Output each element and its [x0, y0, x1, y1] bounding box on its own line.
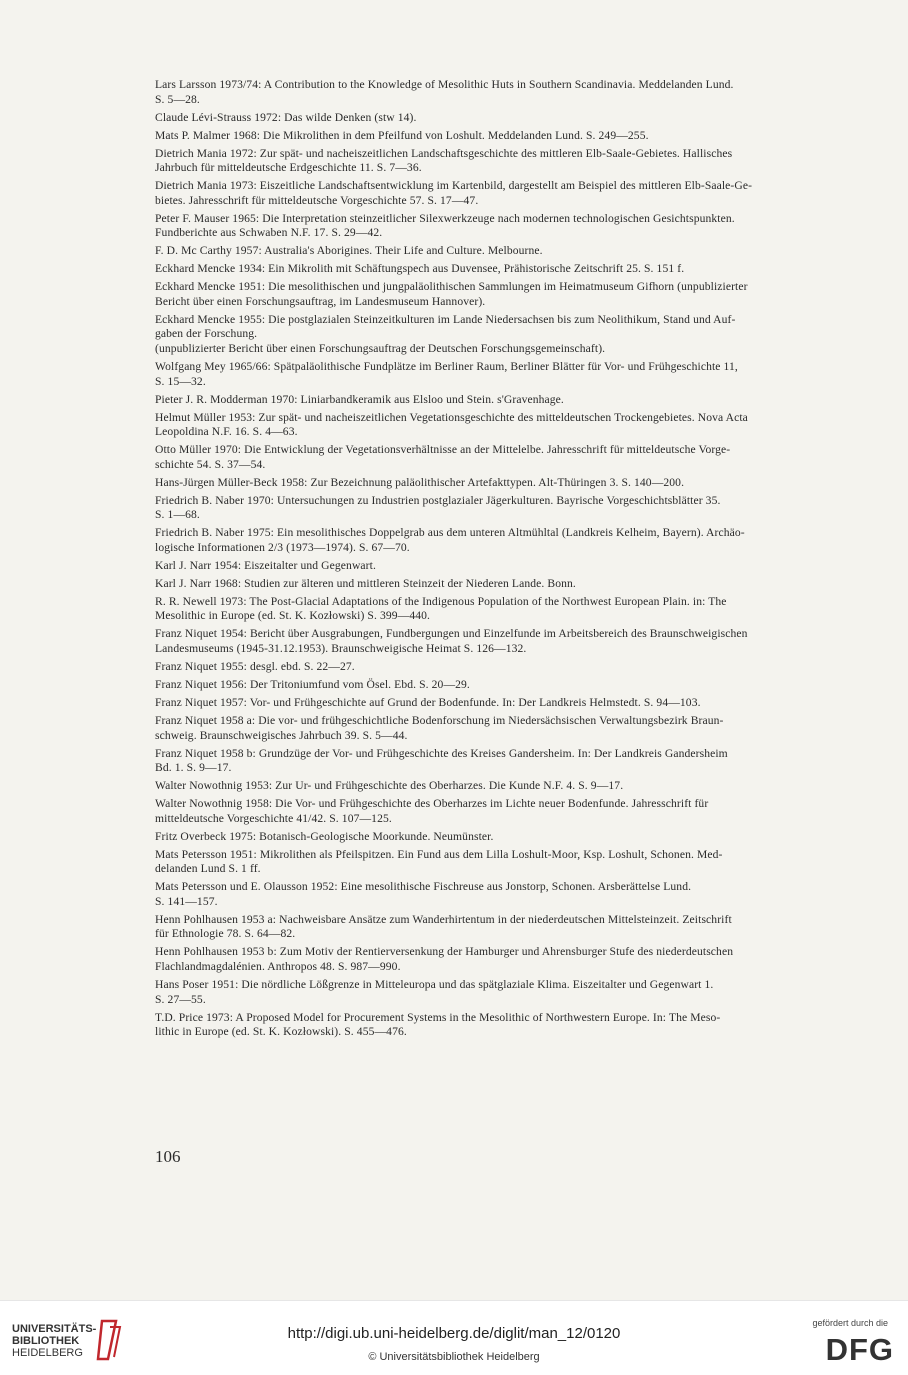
reference-line: Friedrich B. Naber 1975: Ein mesolithisches Doppelgrab aus dem unteren Altmühltal (Landkreis Kelheim, Bayern). Archäo-: [155, 526, 745, 540]
reference-entry: [155, 880, 865, 909]
logo-line-3: HEIDELBERG: [12, 1347, 83, 1359]
reference-line: Helmut Müller 1953: Zur spät- und nacheiszeitlichen Vegetationsgeschichte des mitteldeutschen Trockengebietes. Nova Acta: [155, 410, 748, 424]
reference-line: Henn Pohlhausen 1953 b: Zum Motiv der Rentierversenkung der Hamburger und Ahrensburger Stufe des niederdeutschen: [155, 945, 734, 959]
reference-line: Peter F. Mauser 1965: Die Interpretation steinzeitlicher Silexwerkzeuge nach modernen technologischen Gesichtspunkten.: [155, 211, 735, 225]
reference-entry: [155, 797, 865, 826]
reference-entry: [155, 913, 865, 942]
reference-line: S. 15—32.: [155, 374, 206, 388]
reference-line: Franz Niquet 1956: Der Tritoniumfund vom Ösel. Ebd. S. 20—29.: [155, 677, 470, 691]
reference-line: für Ethnologie 78. S. 64—82.: [155, 927, 296, 941]
reference-line: Hans-Jürgen Müller-Beck 1958: Zur Bezeichnung paläolithischer Artefakttypen. Alt-Thüringen 3. S. 140—200.: [155, 475, 685, 489]
reference-line: S. 141—157.: [155, 894, 218, 908]
reference-list: [155, 78, 865, 1043]
reference-entry: [155, 313, 865, 357]
reference-line: lithic in Europe (ed. St. K. Kozłowski). S. 455—476.: [155, 1025, 407, 1039]
logo-line-1: UNIVERSITÄTS-: [12, 1323, 97, 1335]
reference-entry: [155, 393, 865, 408]
reference-entry: [155, 696, 865, 711]
reference-entry: [155, 280, 865, 309]
reference-entry: [155, 577, 865, 592]
reference-line: T.D. Price 1973: A Proposed Model for Procurement Systems in the Mesolithic of Northwestern Europe. In: The Meso-: [155, 1010, 721, 1024]
reference-line: (unpublizierter Bericht über einen Forschungsauftrag der Deutschen Forschungsgemeinschaft).: [155, 342, 606, 356]
reference-entry: [155, 78, 865, 107]
reference-entry: [155, 129, 865, 144]
reference-entry: [155, 1011, 865, 1040]
reference-entry: [155, 360, 865, 389]
reference-line: Karl J. Narr 1968: Studien zur älteren und mittleren Steinzeit der Niederen Lande. Bonn.: [155, 576, 576, 590]
reference-entry: [155, 111, 865, 126]
reference-line: Franz Niquet 1957: Vor- und Frühgeschichte auf Grund der Bodenfunde. In: Der Landkreis Helmstedt. S. 94—103.: [155, 695, 701, 709]
reference-line: Walter Nowothnig 1953: Zur Ur- und Frühgeschichte des Oberharzes. Die Kunde N.F. 4. S. 9—17.: [155, 779, 624, 793]
logo-line-2: BIBLIOTHEK: [12, 1335, 80, 1347]
reference-entry: [155, 443, 865, 472]
copyright-notice: © Universitätsbibliothek Heidelberg: [368, 1351, 540, 1363]
reference-line: Fundberichte aus Schwaben N.F. 17. S. 29—42.: [155, 226, 383, 240]
reference-line: Eckhard Mencke 1934: Ein Mikrolith mit Schäftungspech aus Duvensee, Prähistorische Zeitschrift 25. S. 151 f.: [155, 262, 685, 276]
reference-line: Eckhard Mencke 1951: Die mesolithischen und jungpaläolithischen Sammlungen im Heimatmuseum Gifhorn (unpublizierter: [155, 280, 748, 294]
reference-line: Dietrich Mania 1973: Eiszeitliche Landschaftsentwicklung im Kartenbild, dargestellt am Beispiel des mittleren Elb-Saale-Ge-: [155, 179, 753, 193]
reference-line: Bericht über einen Forschungsauftrag, im Landesmuseum Hannover).: [155, 294, 486, 308]
reference-entry: [155, 595, 865, 624]
reference-line: schweig. Braunschweigisches Jahrbuch 39. S. 5—44.: [155, 728, 408, 742]
reference-line: Mats Petersson 1951: Mikrolithen als Pfeilspitzen. Ein Fund aus dem Lilla Loshult-Moor, Ksp. Loshult, Schonen. Med-: [155, 847, 723, 861]
reference-line: F. D. Mc Carthy 1957: Australia's Aborigines. Their Life and Culture. Melbourne.: [155, 244, 543, 258]
reference-entry: [155, 779, 865, 794]
reference-entry: [155, 978, 865, 1007]
reference-entry: [155, 147, 865, 176]
reference-entry: [155, 830, 865, 845]
reference-line: gaben der Forschung.: [155, 327, 258, 341]
dfg-logo[interactable]: DFG: [825, 1332, 894, 1367]
funding-note: gefördert durch die: [812, 1318, 888, 1328]
reference-line: Mats Petersson und E. Olausson 1952: Eine mesolithische Fischreuse aus Jonstorp, Schonen. Arsberättelse Lund.: [155, 880, 692, 894]
reference-line: logische Informationen 2/3 (1973—1974). S. 67—70.: [155, 540, 410, 554]
reference-line: Claude Lévi-Strauss 1972: Das wilde Denken (stw 14).: [155, 110, 417, 124]
reference-entry: [155, 476, 865, 491]
reference-line: Mesolithic in Europe (ed. St. K. Kozłowski) S. 399—440.: [155, 609, 431, 623]
reference-line: bietes. Jahresschrift für mitteldeutsche Vorgeschichte 57. S. 17—47.: [155, 193, 479, 207]
reference-line: schichte 54. S. 37—54.: [155, 457, 266, 471]
reference-line: R. R. Newell 1973: The Post-Glacial Adaptations of the Indigenous Population of the Northwest European Plain. in: The: [155, 594, 727, 608]
reference-line: Leopoldina N.F. 16. S. 4—63.: [155, 425, 298, 439]
reference-line: Hans Poser 1951: Die nördliche Lößgrenze in Mitteleuropa und das spätglaziale Klima. Eiszeitalter und Gegenwart 1.: [155, 977, 714, 991]
reference-line: Henn Pohlhausen 1953 a: Nachweisbare Ansätze zum Wanderhirtentum in der niederdeutschen Mittelsteinzeit. Zeitschrift: [155, 912, 732, 926]
reference-line: Franz Niquet 1958 b: Grundzüge der Vor- und Frühgeschichte des Kreises Gandersheim. In: Der Landkreis Gandersheim: [155, 746, 728, 760]
reference-line: Franz Niquet 1958 a: Die vor- und frühgeschichtliche Bodenforschung im Niedersächsischen Verwaltungsbezirk Braun-: [155, 713, 724, 727]
reference-line: delanden Lund S. 1 ff.: [155, 862, 261, 876]
reference-line: Pieter J. R. Modderman 1970: Liniarbandkeramik aus Elsloo und Stein. s'Gravenhage.: [155, 392, 564, 406]
reference-line: Walter Nowothnig 1958: Die Vor- und Frühgeschichte des Oberharzes im Lichte neuer Bodenfunde. Jahresschrift für: [155, 797, 709, 811]
reference-entry: [155, 244, 865, 259]
reference-entry: [155, 411, 865, 440]
reference-line: Otto Müller 1970: Die Entwicklung der Vegetationsverhältnisse an der Mittelelbe. Jahresschrift für mitteldeutsche Vorge-: [155, 443, 731, 457]
reference-entry: [155, 848, 865, 877]
reference-line: Dietrich Mania 1972: Zur spät- und nacheiszeitlichen Landschaftsgeschichte des mittleren Elb-Saale-Gebietes. Hallisches: [155, 146, 733, 160]
reference-entry: [155, 945, 865, 974]
reference-line: Karl J. Narr 1954: Eiszeitalter und Gegenwart.: [155, 558, 376, 572]
reference-entry: [155, 559, 865, 574]
reference-line: Wolfgang Mey 1965/66: Spätpaläolithische Fundplätze im Berliner Raum, Berliner Blätter für Vor- und Frühgeschichte 11,: [155, 360, 738, 373]
reference-entry: [155, 494, 865, 523]
reference-line: S. 5—28.: [155, 92, 200, 106]
page-number: 106: [155, 1147, 181, 1166]
reference-entry: [155, 627, 865, 656]
reference-entry: [155, 526, 865, 555]
reference-line: Franz Niquet 1954: Bericht über Ausgrabungen, Fundbergungen und Einzelfunde im Arbeitsbereich des Braunschweigischen: [155, 627, 748, 641]
reference-entry: [155, 179, 865, 208]
reference-line: Eckhard Mencke 1955: Die postglazialen Steinzeitkulturen im Lande Niedersachsen bis zum Neolithikum, Stand und Auf-: [155, 312, 736, 326]
reference-entry: [155, 212, 865, 241]
reference-line: Fritz Overbeck 1975: Botanisch-Geologische Moorkunde. Neumünster.: [155, 829, 494, 843]
reference-entry: [155, 660, 865, 675]
reference-line: S. 1—68.: [155, 508, 200, 522]
reference-line: Lars Larsson 1973/74: A Contribution to the Knowledge of Mesolithic Huts in Southern Scandinavia. Meddelanden Lund.: [155, 78, 734, 91]
reference-line: Franz Niquet 1955: desgl. ebd. S. 22—27.: [155, 659, 355, 673]
document-url-link[interactable]: http://digi.ub.uni-heidelberg.de/diglit/man_12/0120: [287, 1325, 621, 1342]
reference-line: Friedrich B. Naber 1970: Untersuchungen zu Industrien postglazialer Jägerkulturen. Bayrische Vorgeschichtsblätter 35.: [155, 493, 721, 507]
reference-line: mitteldeutsche Vorgeschichte 41/42. S. 107—125.: [155, 811, 392, 825]
reference-line: Mats P. Malmer 1968: Die Mikrolithen in dem Pfeilfund von Loshult. Meddelanden Lund. S. 249—255.: [155, 128, 649, 142]
footer: [0, 1300, 908, 1375]
reference-line: S. 27—55.: [155, 992, 206, 1006]
reference-entry: [155, 714, 865, 743]
reference-line: Landesmuseums (1945-31.12.1953). Braunschweigische Heimat S. 126—132.: [155, 642, 527, 655]
reference-entry: [155, 262, 865, 277]
reference-line: Jahrbuch für mitteldeutsche Erdgeschichte 11. S. 7—36.: [155, 161, 422, 175]
reference-entry: [155, 678, 865, 693]
reference-line: Flachlandmagdalénien. Anthropos 48. S. 987—990.: [155, 959, 401, 973]
reference-entry: [155, 747, 865, 776]
reference-line: Bd. 1. S. 9—17.: [155, 761, 232, 775]
